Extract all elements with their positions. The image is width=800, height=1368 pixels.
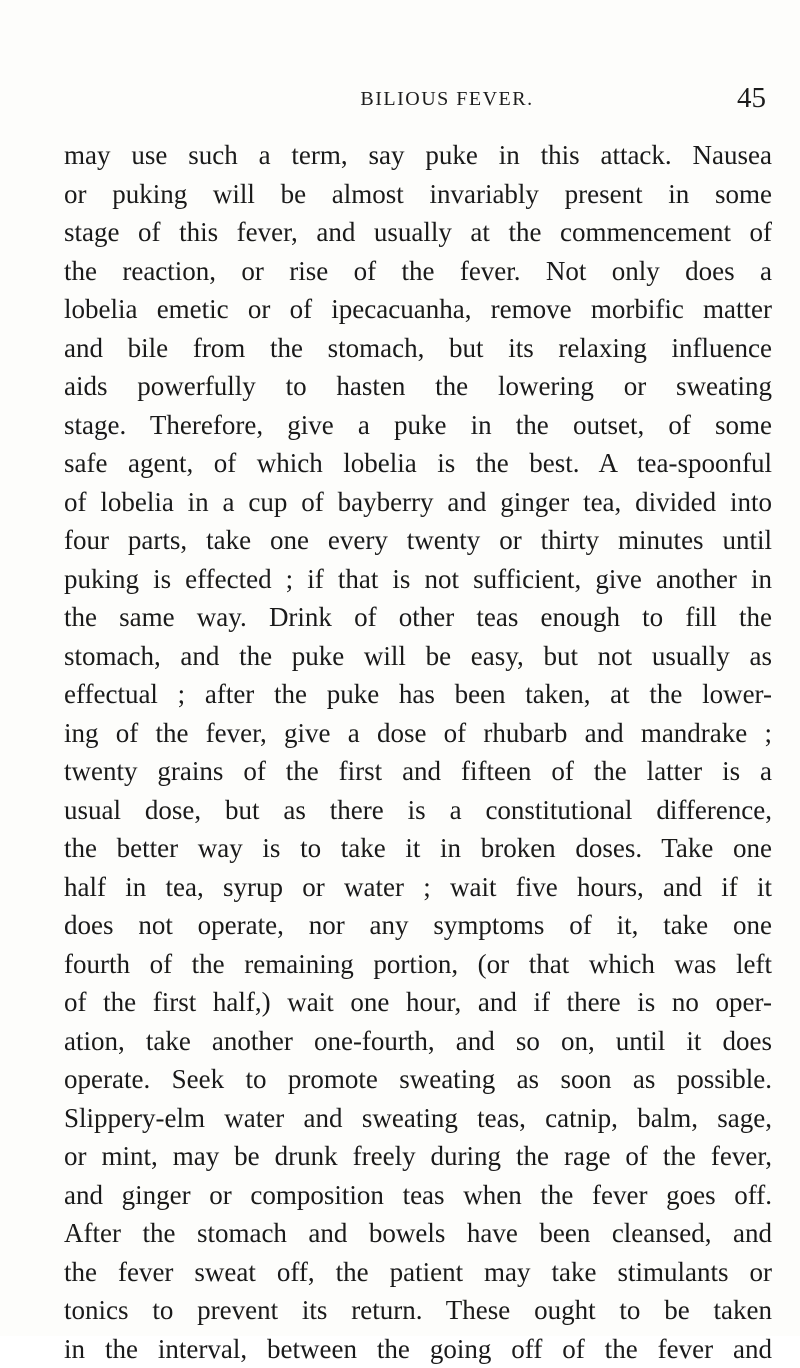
text-line: half in tea, syrup or water ; wait five hours, and if it <box>64 868 772 907</box>
text-line: the better way is to take it in broken doses. Take one <box>64 829 772 868</box>
text-line: lobelia emetic or of ipecacuanha, remove morbific matter <box>64 290 772 329</box>
text-line: the reaction, or rise of the fever. Not only does a <box>64 252 772 291</box>
text-line: may use such a term, say puke in this attack. Nausea <box>64 136 772 175</box>
text-line: stage of this fever, and usually at the commencement of <box>64 213 772 252</box>
text-line: usual dose, but as there is a constitutional difference, <box>64 791 772 830</box>
text-line: four parts, take one every twenty or thirty minutes until <box>64 521 772 560</box>
text-line: tonics to prevent its return. These ought to be taken <box>64 1291 772 1330</box>
text-line: and bile from the stomach, but its relaxing influence <box>64 329 772 368</box>
text-line: stage. Therefore, give a puke in the outset, of some <box>64 406 772 445</box>
text-line: fourth of the remaining portion, (or that which was left <box>64 945 772 984</box>
text-line: stomach, and the puke will be easy, but not usually as <box>64 637 772 676</box>
text-line: or mint, may be drunk freely during the rage of the fever, <box>64 1137 772 1176</box>
running-title: BILIOUS FEVER. <box>100 88 766 111</box>
text-line: Slippery-elm water and sweating teas, catnip, balm, sage, <box>64 1099 772 1138</box>
text-line: of lobelia in a cup of bayberry and ginger tea, divided into <box>64 483 772 522</box>
text-line: does not operate, nor any symptoms of it, take one <box>64 906 772 945</box>
text-line: of the first half,) wait one hour, and if there is no oper- <box>64 983 772 1022</box>
body-text <box>64 136 772 1368</box>
text-line: ing of the fever, give a dose of rhubarb and mandrake ; <box>64 714 772 753</box>
text-line: and ginger or composition teas when the fever goes off. <box>64 1176 772 1215</box>
text-line: the fever sweat off, the patient may take stimulants or <box>64 1253 772 1292</box>
text-line: the same way. Drink of other teas enough to fill the <box>64 598 772 637</box>
text-line: safe agent, of which lobelia is the best. A tea-spoonful <box>64 444 772 483</box>
text-line: operate. Seek to promote sweating as soon as possible. <box>64 1060 772 1099</box>
text-line: twenty grains of the first and fifteen of the latter is a <box>64 752 772 791</box>
text-line: puking is effected ; if that is not sufficient, give another in <box>64 560 772 599</box>
text-line: After the stomach and bowels have been cleansed, and <box>64 1214 772 1253</box>
page-number: 45 <box>737 82 766 115</box>
text-line: or puking will be almost invariably present in some <box>64 175 772 214</box>
text-line: ation, take another one-fourth, and so on, until it does <box>64 1022 772 1061</box>
text-line: effectual ; after the puke has been taken, at the lower- <box>64 675 772 714</box>
running-head <box>100 84 766 120</box>
text-line: aids powerfully to hasten the lowering or sweating <box>64 367 772 406</box>
text-line: in the interval, between the going off of the fever and <box>64 1330 772 1368</box>
